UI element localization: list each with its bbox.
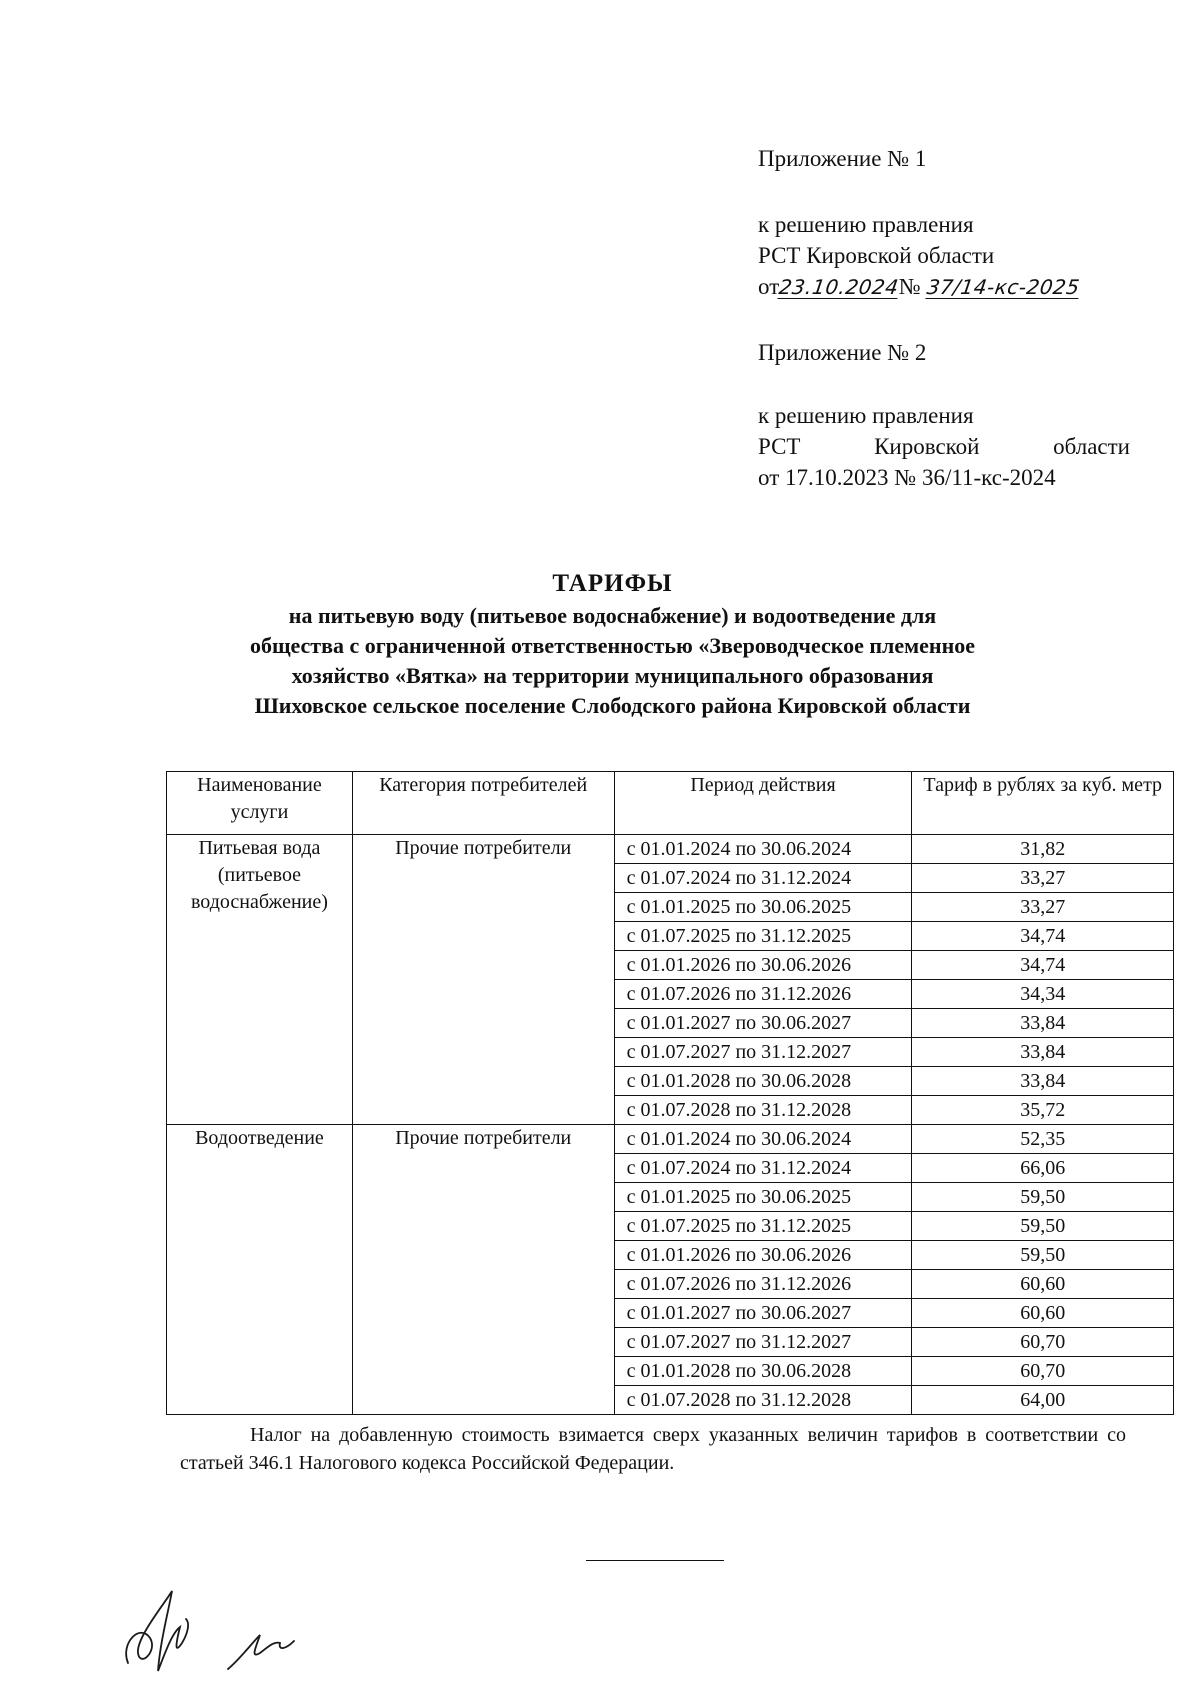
- vat-note: Налог на добавленную стоимость взимается сверх указанных величин тарифов в соответствии со статьей 346.1 Налогового кодекса Российской Федерации.: [180, 1424, 1126, 1474]
- appendix-2-title: Приложение № 2: [758, 340, 927, 365]
- number-prefix: №: [898, 274, 921, 299]
- period-cell: с 01.01.2026 по 30.06.2026: [614, 1241, 912, 1270]
- tariff-cell: 33,84: [912, 1067, 1174, 1096]
- period-cell: с 01.01.2026 по 30.06.2026: [614, 951, 912, 980]
- table-row: [167, 1125, 1174, 1154]
- period-cell: с 01.07.2027 по 31.12.2027: [614, 1328, 912, 1357]
- tariff-cell: 33,84: [912, 1038, 1174, 1067]
- subtitle-line-1: на питьевую воду (питьевое водоснабжение) и водоотведение для: [288, 603, 937, 628]
- handwritten-number: 37/14-кс-2025: [925, 275, 1082, 299]
- word-oblasti: области: [1053, 434, 1130, 459]
- signature-icon: [110, 1583, 330, 1678]
- end-rule: [586, 1560, 724, 1561]
- appendix-1-title: Приложение № 1: [758, 146, 927, 171]
- period-cell: с 01.01.2027 по 30.06.2027: [614, 1009, 912, 1038]
- appendix-2-line-1: к решению правления: [758, 403, 974, 428]
- document-title: ТАРИФЫ: [552, 570, 673, 597]
- document-heading: [140, 567, 1085, 721]
- consumer-category-cell: Прочие потребители: [352, 1125, 614, 1415]
- tariff-cell: 60,60: [912, 1299, 1174, 1328]
- header-category: Категория потребителей: [352, 772, 614, 835]
- appendix-1-line-1: к решению правления: [758, 212, 974, 237]
- period-cell: с 01.07.2027 по 31.12.2027: [614, 1038, 912, 1067]
- period-cell: с 01.07.2028 по 31.12.2028: [614, 1386, 912, 1415]
- tariff-cell: 34,74: [912, 951, 1174, 980]
- handwritten-date: 23.10.2024: [777, 275, 901, 299]
- tariff-cell: 66,06: [912, 1154, 1174, 1183]
- tariff-cell: 33,27: [912, 893, 1174, 922]
- period-cell: с 01.07.2028 по 31.12.2028: [614, 1096, 912, 1125]
- period-cell: с 01.01.2028 по 30.06.2028: [614, 1067, 912, 1096]
- tariff-cell: 35,72: [912, 1096, 1174, 1125]
- service-name-cell: Питьевая вода (питьевое водоснабжение): [167, 835, 353, 1125]
- table-header-row: [167, 772, 1174, 835]
- tariff-cell: 60,70: [912, 1328, 1174, 1357]
- appendix-2-reference: [758, 400, 1130, 493]
- consumer-category-cell: Прочие потребители: [352, 835, 614, 1125]
- subtitle-line-3: хозяйство «Вятка» на территории муниципального образования: [291, 663, 934, 688]
- tariff-table: [166, 771, 1174, 1415]
- tariff-cell: 59,50: [912, 1241, 1174, 1270]
- tariff-cell: 64,00: [912, 1386, 1174, 1415]
- period-cell: с 01.07.2025 по 31.12.2025: [614, 1212, 912, 1241]
- service-name-cell: Водоотведение: [167, 1125, 353, 1415]
- appendix-1-reference: [758, 209, 1082, 302]
- period-cell: с 01.07.2025 по 31.12.2025: [614, 922, 912, 951]
- subtitle-line-4: Шиховское сельское поселение Слободского района Кировской области: [254, 693, 971, 718]
- appendix-1-decision-line: [758, 271, 1082, 302]
- tariff-cell: 60,70: [912, 1357, 1174, 1386]
- period-cell: с 01.01.2024 по 30.06.2024: [614, 1125, 912, 1154]
- period-cell: с 01.01.2028 по 30.06.2028: [614, 1357, 912, 1386]
- tariff-cell: 60,60: [912, 1270, 1174, 1299]
- tariff-cell: 52,35: [912, 1125, 1174, 1154]
- period-cell: с 01.07.2024 по 31.12.2024: [614, 1154, 912, 1183]
- period-cell: с 01.07.2026 по 31.12.2026: [614, 1270, 912, 1299]
- header-tariff: Тариф в рублях за куб. метр: [912, 772, 1174, 835]
- from-prefix: от: [758, 274, 780, 299]
- appendix-2-line-2: [758, 431, 1130, 462]
- table-row: [167, 835, 1174, 864]
- word-rst: РСТ: [758, 434, 801, 459]
- tariff-cell: 34,34: [912, 980, 1174, 1009]
- header-period: Период действия: [614, 772, 912, 835]
- tariff-cell: 34,74: [912, 922, 1174, 951]
- tariff-cell: 59,50: [912, 1183, 1174, 1212]
- tariff-cell: 33,27: [912, 864, 1174, 893]
- header-service: Наименование услуги: [167, 772, 353, 835]
- period-cell: с 01.01.2027 по 30.06.2027: [614, 1299, 912, 1328]
- tariff-cell: 59,50: [912, 1212, 1174, 1241]
- tariff-cell: 31,82: [912, 835, 1174, 864]
- tariff-cell: 33,84: [912, 1009, 1174, 1038]
- period-cell: с 01.01.2025 по 30.06.2025: [614, 1183, 912, 1212]
- appendix-2-line-3: от 17.10.2023 № 36/11-кс-2024: [758, 465, 1056, 490]
- period-cell: с 01.07.2026 по 31.12.2026: [614, 980, 912, 1009]
- table-body: [167, 835, 1174, 1415]
- appendix-1-line-2: РСТ Кировской области: [758, 243, 995, 268]
- subtitle-line-2: общества с ограниченной ответственностью «Звероводческое племенное: [249, 633, 976, 658]
- period-cell: с 01.01.2025 по 30.06.2025: [614, 893, 912, 922]
- period-cell: с 01.01.2024 по 30.06.2024: [614, 835, 912, 864]
- word-kirovskoy: Кировской: [874, 434, 980, 459]
- period-cell: с 01.07.2024 по 31.12.2024: [614, 864, 912, 893]
